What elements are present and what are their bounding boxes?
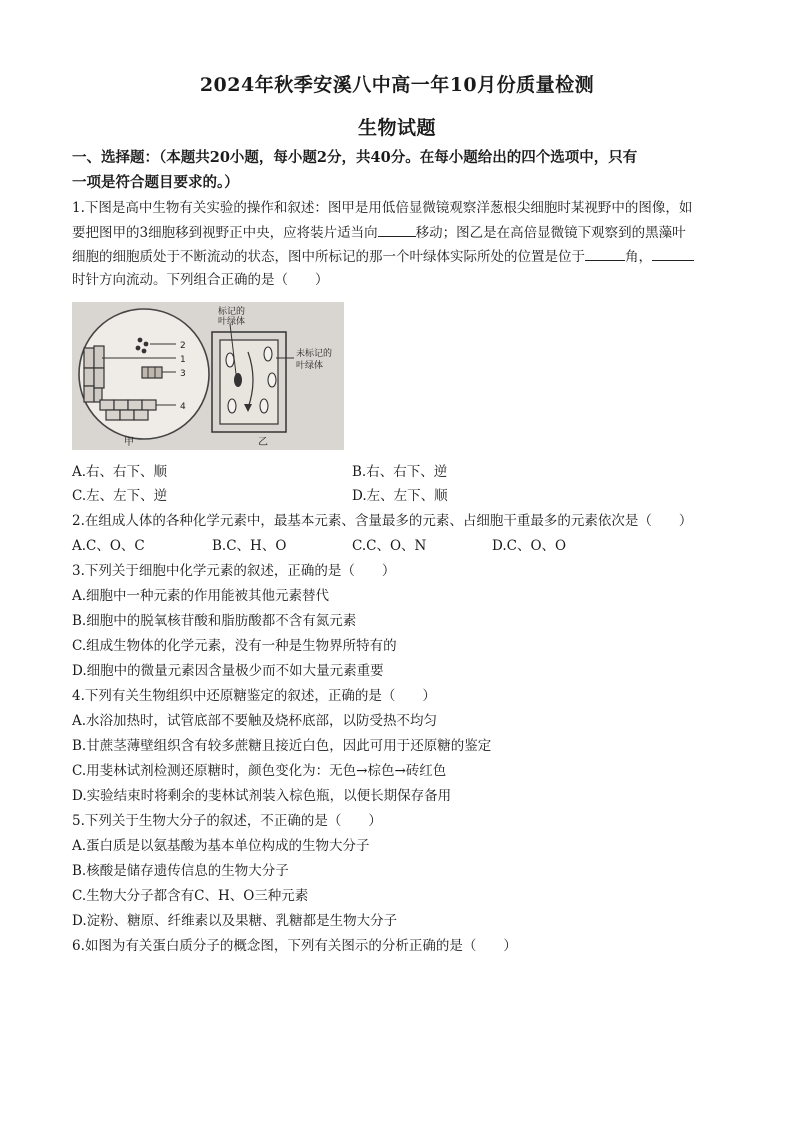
q4-stem: 4.下列有关生物组织中还原糖鉴定的叙述，正确的是（ ）	[72, 688, 436, 704]
q4-option-d: D.实验结束时将剩余的斐林试剂装入棕色瓶，以便长期保存备用	[72, 788, 452, 804]
q1-stem-line-3	[72, 246, 732, 267]
section-heading-line-2: 一项是符合题目要求的。）	[72, 174, 239, 191]
q5-stem: 5.下列关于生物大分子的叙述，不正确的是（ ）	[72, 813, 382, 829]
q1-stem-line-2b: 移动；图乙是在高倍显微镜下观察到的黑藻叶	[415, 225, 686, 241]
label-num-3: 3	[180, 369, 186, 379]
q1-stem-line-2	[72, 222, 732, 243]
q3-option-c: C.组成生物体的化学元素，没有一种是生物界所特有的	[72, 638, 397, 654]
q1-stem-line-1: 1.下图是高中生物有关实验的操作和叙述：图甲是用低倍显微镜观察洋葱根尖细胞时某视野中的图像，如	[72, 200, 693, 216]
q4-option-c: C.用斐林试剂检测还原糖时，颜色变化为：无色→棕色→砖红色	[72, 763, 447, 779]
label-yi: 乙	[258, 437, 268, 448]
label-num-4: 4	[180, 402, 186, 412]
q2-option-d: D.C、O、O	[492, 538, 567, 554]
marked-chloroplast	[234, 373, 242, 387]
q6-stem: 6.如图为有关蛋白质分子的概念图，下列有关图示的分析正确的是（ ）	[72, 938, 517, 954]
q3-option-a: A.细胞中一种元素的作用能被其他元素替代	[72, 588, 330, 604]
label-jia: 甲	[124, 437, 134, 448]
label-unmarked: 未标记的	[296, 349, 333, 359]
q3-option-b: B.细胞中的脱氧核苷酸和脂肪酸都不含有氮元素	[72, 613, 357, 629]
cell-3	[142, 367, 162, 378]
label-num-1: 1	[180, 355, 186, 365]
q2-stem: 2.在组成人体的各种化学元素中，最基本元素、含量最多的元素、占细胞干重最多的元素依次是（ ）	[72, 513, 693, 529]
cell-cluster-left	[84, 346, 104, 402]
q4-option-b: B.甘蔗茎薄壁组织含有较多蔗糖且接近白色，因此可用于还原糖的鉴定	[72, 738, 492, 754]
q5-option-c: C.生物大分子都含有C、H、O三种元素	[72, 888, 309, 904]
q1-stem-line-3b: 角，	[625, 249, 652, 265]
q3-stem: 3.下列关于细胞中化学元素的叙述，正确的是（ ）	[72, 563, 396, 579]
label-marked: 标记的	[218, 307, 246, 317]
section-heading-line-1: 一、选择题：（本题共20小题，每小题2分，共40分。在每小题给出的四个选项中，只有	[72, 149, 638, 166]
q1-option-a: A.右、右下、顺	[72, 464, 168, 480]
cell-row-4	[100, 400, 156, 420]
q5-option-b: B.核酸是储存遗传信息的生物大分子	[72, 863, 289, 879]
label-unmarked-2: 叶绿体	[296, 361, 324, 371]
q3-option-d: D.细胞中的微量元素因含量极少而不如大量元素重要	[72, 663, 384, 679]
q4-option-a: A.水浴加热时，试管底部不要触及烧杯底部，以防受热不均匀	[72, 713, 438, 729]
q1-figure	[72, 302, 344, 450]
q1-option-c: C.左、左下、逆	[72, 488, 168, 504]
q1-figure-svg	[72, 302, 344, 450]
q1-stem-line-4: 时针方向流动。下列组合正确的是（ ）	[72, 272, 329, 288]
q1-blank-3	[652, 246, 694, 261]
page-subtitle: 生物试题	[357, 117, 436, 139]
q2-option-c: C.C、O、N	[352, 538, 427, 554]
q2-option-a: A.C、O、C	[72, 538, 145, 554]
q1-stem-line-2a: 要把图甲的3细胞移到视野正中央，应将装片适当向	[72, 225, 378, 241]
page-title: 2024年秋季安溪八中高一年10月份质量检测	[199, 74, 595, 96]
q1-blank-2	[585, 246, 625, 261]
q5-option-a: A.蛋白质是以氨基酸为基本单位构成的生物大分子	[72, 838, 370, 854]
label-marked-2: 叶绿体	[218, 317, 246, 327]
q1-blank-1	[378, 222, 416, 237]
q2-option-b: B.C、H、O	[212, 538, 287, 554]
q1-option-b: B.右、右下、逆	[352, 464, 448, 480]
q1-option-d: D.左、左下、顺	[352, 488, 448, 504]
q5-option-d: D.淀粉、糖原、纤维素以及果糖、乳糖都是生物大分子	[72, 913, 398, 929]
label-num-2: 2	[180, 341, 186, 351]
q1-stem-line-3a: 细胞的细胞质处于不断流动的状态，图中所标记的那一个叶绿体实际所处的位置是位于	[72, 249, 585, 265]
